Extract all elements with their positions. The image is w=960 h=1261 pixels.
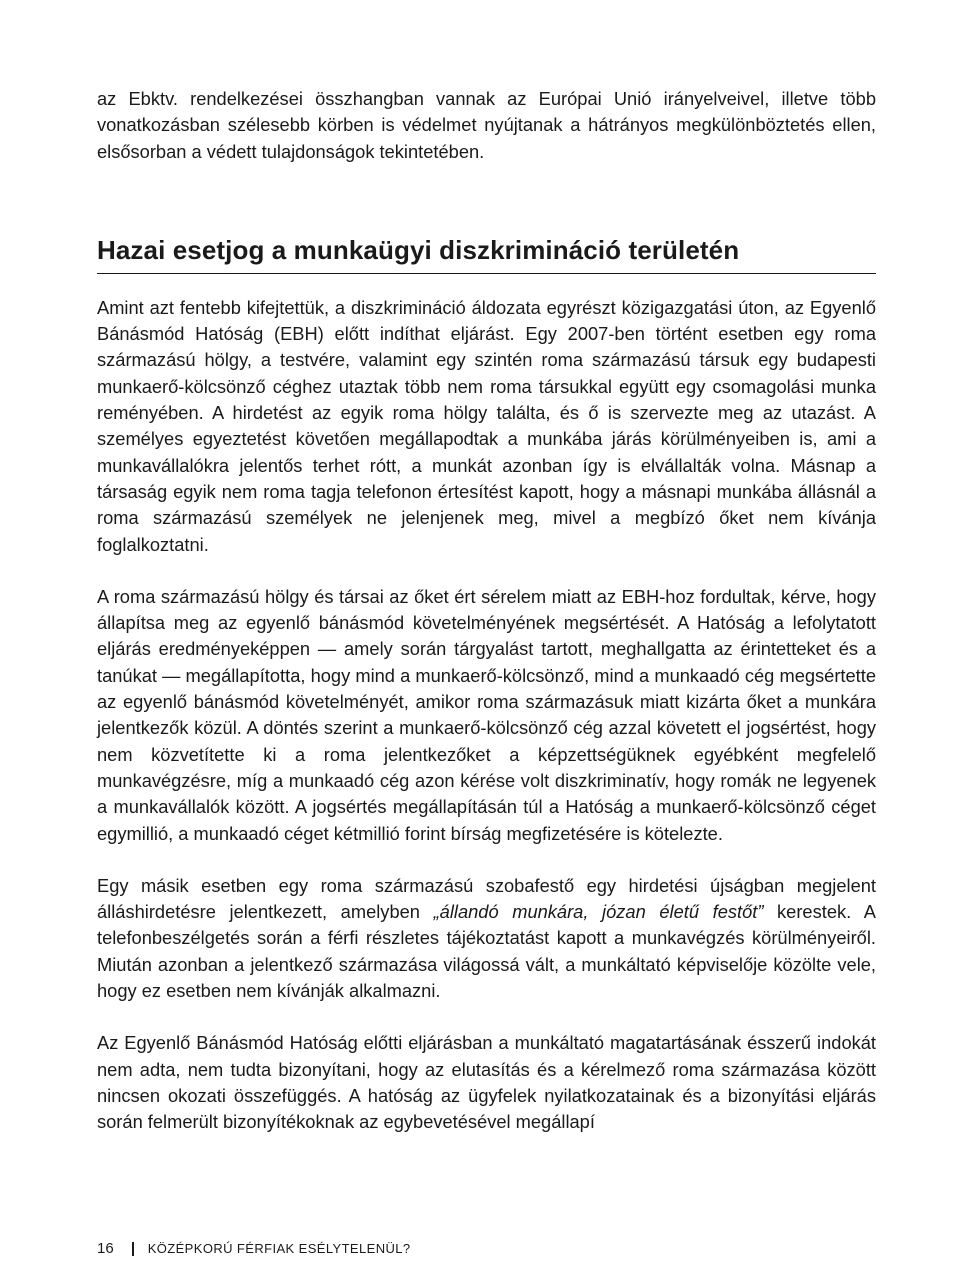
running-title: KÖZÉPKORÚ FÉRFIAK ESÉLYTELENÜL? (147, 1241, 411, 1256)
paragraph-3-text-a: Egy másik esetben egy roma származású szobafestő egy hirdetési újságban megjelent álláshirdetésre jelentkezett, amelyben (97, 874, 876, 923)
page-footer (97, 1240, 411, 1258)
paragraph-1: Amint azt fentebb kifejtettük, a diszkrimináció áldozata egyrészt közigazgatási úton, az Egyenlő Bánásmód Hatóság (EBH) előtt indíthat eljárást. Egy 2007-ben történt esetben egy roma származású hölgy, a testvére, valamint egy szintén roma származású társuk egy budapesti munkaerő-kölcsönző céghez utaztak több nem roma társukkal együtt egy csomagolási munka reményében. A hirdetést az egyik roma hölgy találta, és ő is szervezte meg az utazást. A személyes egyeztetést követően megállapodtak a munkába járás körülményeiben is, ami a munkavállalókra jelentős terhet rótt, a munkát azonban így is elvállalták volna. Másnap a társaság egyik nem roma tagja telefonon értesítést kapott, hogy a másnapi munkába állásnál a roma származású személyek ne jelenjenek meg, mivel a megbízó őket nem kívánja foglalkoztatni. (97, 296, 876, 555)
footer-divider (132, 1242, 134, 1256)
page-body (97, 86, 876, 1136)
job-ad-quote: „állandó munkára, józan életű festőt” (433, 901, 764, 923)
intro-paragraph: az Ebktv. rendelkezései összhangban vannak az Európai Unió irányelveivel, illetve több vonatkozásban szélesebb körben is védelmet nyújtanak a hátrányos megkülönböztetés ellen, elsősorban a védett tulajdonságok tekintetében. (97, 88, 876, 162)
paragraph-2: A roma származású hölgy és társai az őket ért sérelem miatt az EBH-hoz fordultak, kérve, hogy állapítsa meg az egyenlő bánásmód követelményének megsértését. A Hatóság a lefolytatott eljárás eredményeképpen — amely során tárgyalást tartott, meghallgatta az érintetteket és a tanúkat — megállapította, hogy mind a munkaerő-kölcsönző, mind a munkaadó cég megsértette az egyenlő bánásmód követelményét, amikor roma származásuk miatt kizárta őket a munkára jelentkezők közül. A döntés szerint a munkaerő-kölcsönző cég azzal követett el jogsértést, hogy nem közvetítette ki a roma jelentkezőket a képzettségüknek egyébként megfelelő munkavégzésre, míg a munkaadó cég azon kérése volt diszkriminatív, hogy romák ne legyenek a munkavállalók között. A jogsértés megállapításán túl a Hatóság a munkaerő-kölcsönző céget egymillió, a munkaadó céget kétmillió forint bírság megfizetésére is kötelezte. (97, 585, 876, 844)
paragraph-4: Az Egyenlő Bánásmód Hatóság előtti eljárásban a munkáltató magatartásának ésszerű indokát nem adta, nem tudta bizonyítani, hogy az elutasítás és a kérelmező roma származása között nincsen okozati összefüggés. A hatóság az ügyfelek nyilatkozatainak és a bizonyítási eljárás során felmerült bizonyítékoknak az egybevetésével megállapí (97, 1032, 876, 1133)
page-number: 16 (97, 1240, 114, 1257)
paragraph-3-text-b: kerestek. A telefonbeszélgetés során a férfi részletes tájékoztatást kapott a munkavégzés körülményeiről. Miután azonban a jelentkező származása világossá vált, a munkáltató képviselője közölte vele, hogy ez esetben nem kívánják alkalmazni. (97, 901, 877, 1002)
paragraph-3 (97, 873, 876, 1004)
section-heading: Hazai esetjog a munkaügyi diszkrimináció területén (97, 235, 876, 274)
